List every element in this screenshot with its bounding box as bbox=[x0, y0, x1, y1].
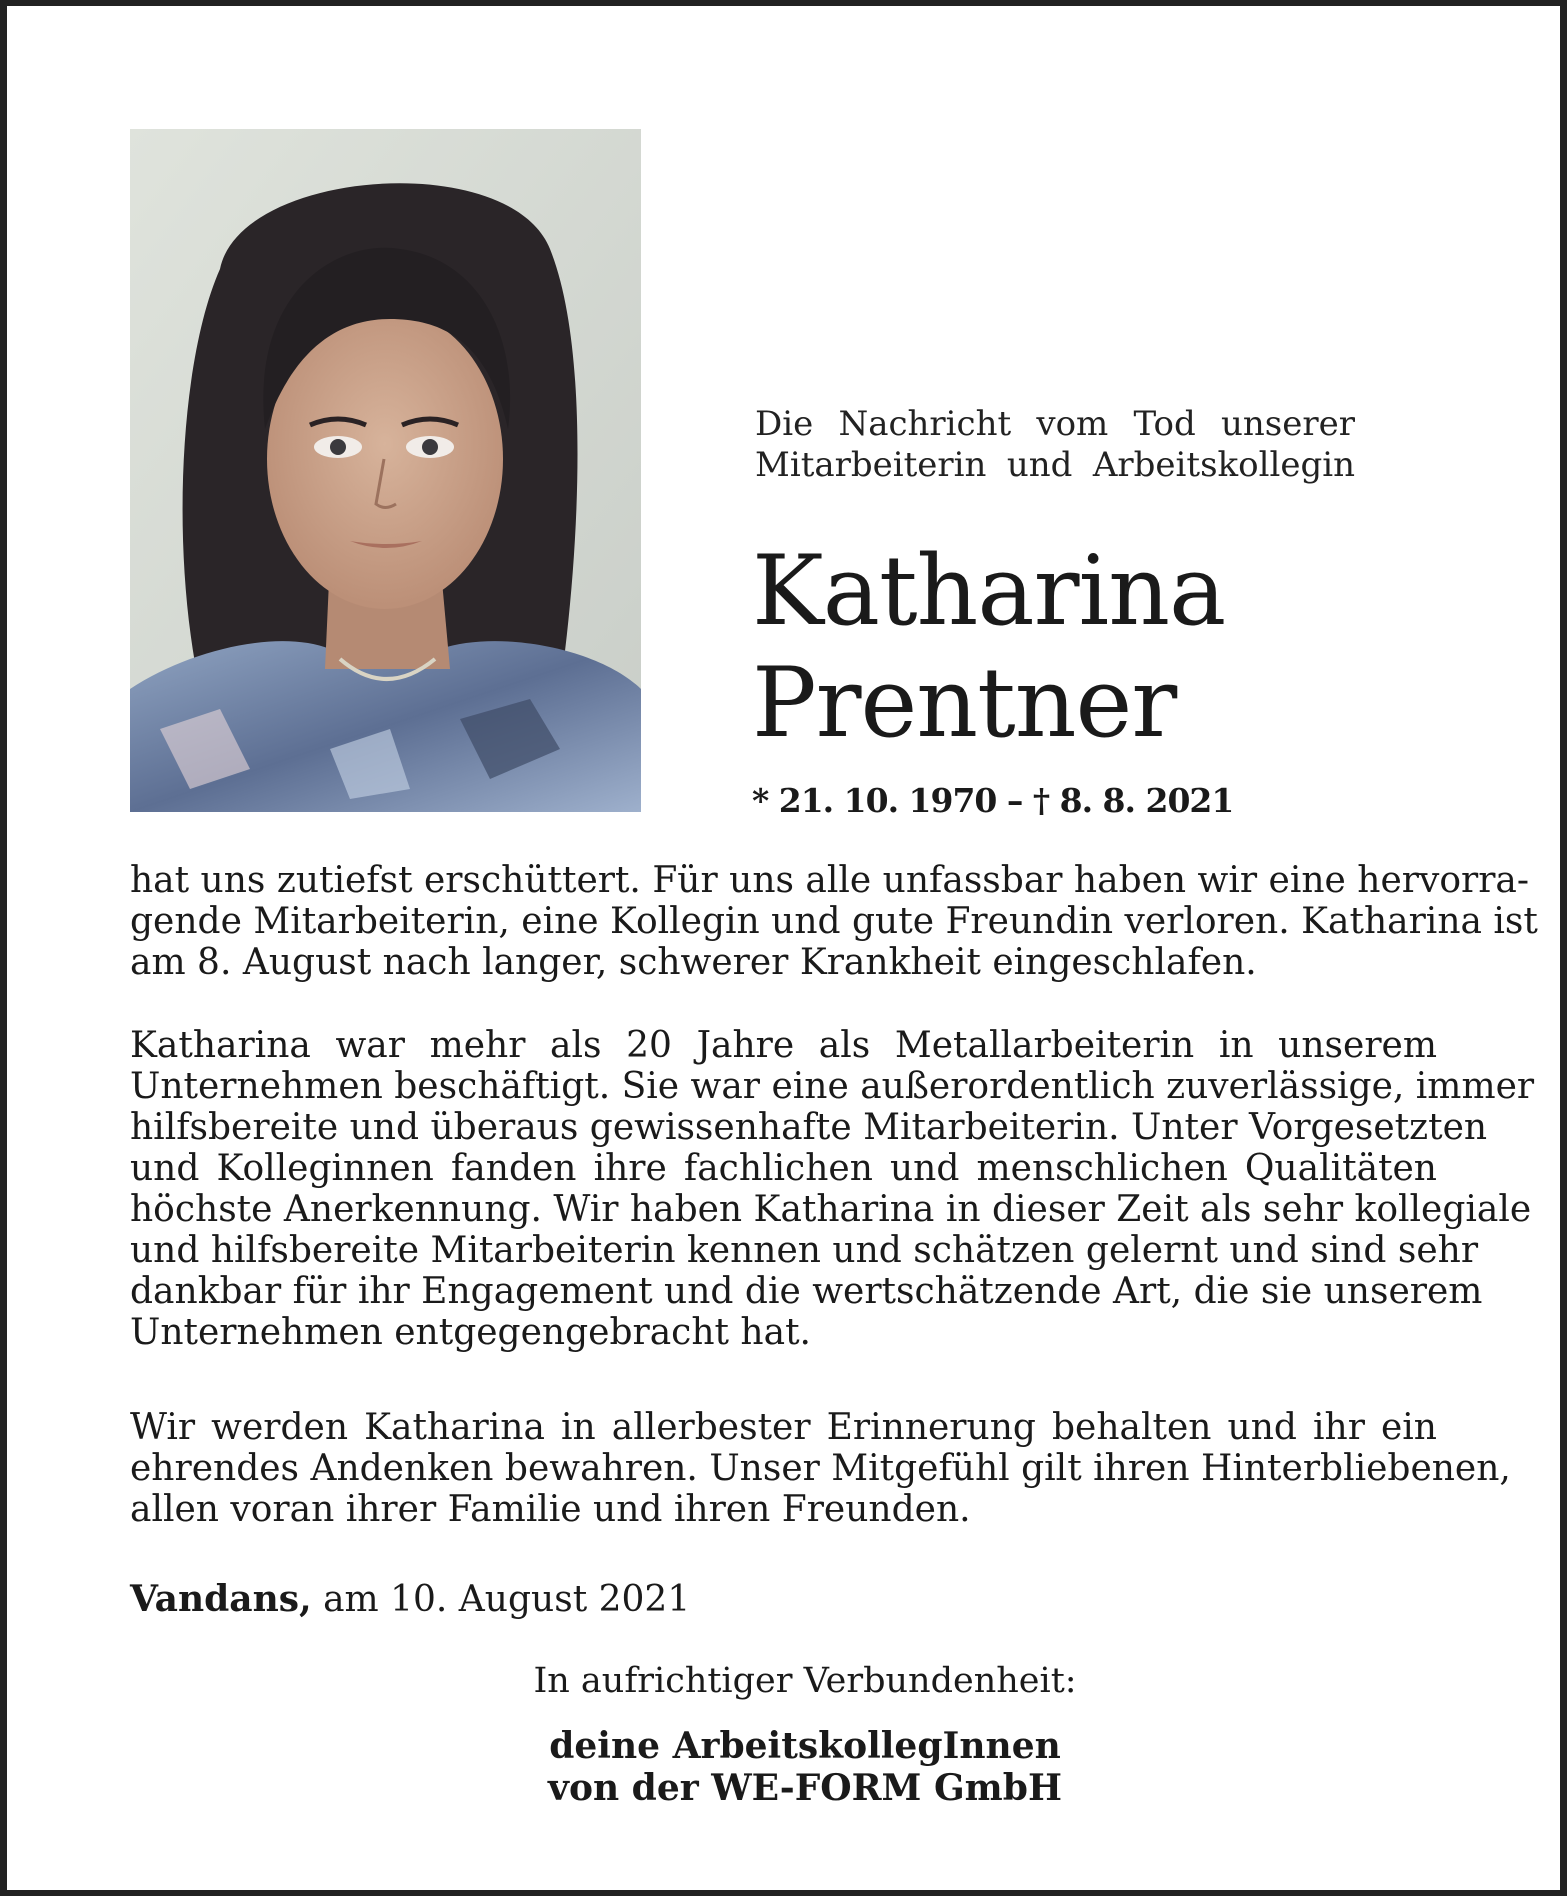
life-dates: * 21. 10. 1970 – † 8. 8. 2021 bbox=[752, 781, 1234, 820]
portrait-photo bbox=[130, 129, 641, 812]
text-line: allen voran ihrer Familie und ihren Freunden. bbox=[130, 1489, 971, 1530]
text-line: hilfsbereite und überaus gewissenhafte Mitarbeiterin. Unter Vorgesetzten bbox=[130, 1107, 1488, 1148]
text-line: gende Mitarbeiterin, eine Kollegin und gute Freundin verloren. Katharina ist bbox=[130, 901, 1538, 942]
paragraph-2 bbox=[130, 1025, 1535, 1353]
first-name: Katharina bbox=[752, 535, 1226, 647]
intro-text bbox=[755, 404, 1355, 486]
text-line: und Kolleginnen fanden ihre fachlichen und menschlichen Qualitäten bbox=[130, 1148, 1437, 1189]
text-line: höchste Anerkennung. Wir haben Katharina in dieser Zeit als sehr kollegiale bbox=[130, 1189, 1532, 1230]
paragraph-1 bbox=[130, 860, 1538, 983]
place-date bbox=[130, 1578, 690, 1620]
text-line: hat uns zutiefst erschüttert. Für uns alle unfassbar haben wir eine hervorra- bbox=[130, 860, 1530, 901]
last-name: Prentner bbox=[752, 647, 1177, 759]
text-line: am 8. August nach langer, schwerer Krankheit eingeschlafen. bbox=[130, 942, 1257, 983]
signature bbox=[430, 1725, 1180, 1809]
signature-line: deine ArbeitskollegInnen bbox=[549, 1725, 1061, 1767]
text-line: und hilfsbereite Mitarbeiterin kennen und schätzen gelernt und sind sehr bbox=[130, 1230, 1479, 1271]
text-line: Wir werden Katharina in allerbester Erinnerung behalten und ihr ein bbox=[130, 1407, 1437, 1448]
text-line: dankbar für ihr Engagement und die wertschätzende Art, die sie unserem bbox=[130, 1271, 1483, 1312]
text-line: Unternehmen beschäftigt. Sie war eine außerordentlich zuverlässige, immer bbox=[130, 1066, 1535, 1107]
text-line: Unternehmen entgegengebracht hat. bbox=[130, 1312, 811, 1353]
signature-line: von der WE-FORM GmbH bbox=[548, 1767, 1062, 1809]
intro-line: Mitarbeiterin und Arbeitskollegin bbox=[755, 445, 1355, 485]
paragraph-3 bbox=[130, 1407, 1511, 1530]
deceased-name bbox=[752, 535, 1225, 759]
text-line: ehrendes Andenken bewahren. Unser Mitgefühl gilt ihren Hinterbliebenen, bbox=[130, 1448, 1511, 1489]
text-line: Katharina war mehr als 20 Jahre als Metallarbeiterin in unserem bbox=[130, 1025, 1437, 1066]
intro-line: Die Nachricht vom Tod unserer bbox=[755, 404, 1355, 444]
place-name: Vandans, bbox=[130, 1578, 312, 1620]
closing-line: In aufrichtiger Verbundenheit: bbox=[533, 1661, 1077, 1701]
place-date-text: am 10. August 2021 bbox=[323, 1579, 691, 1620]
